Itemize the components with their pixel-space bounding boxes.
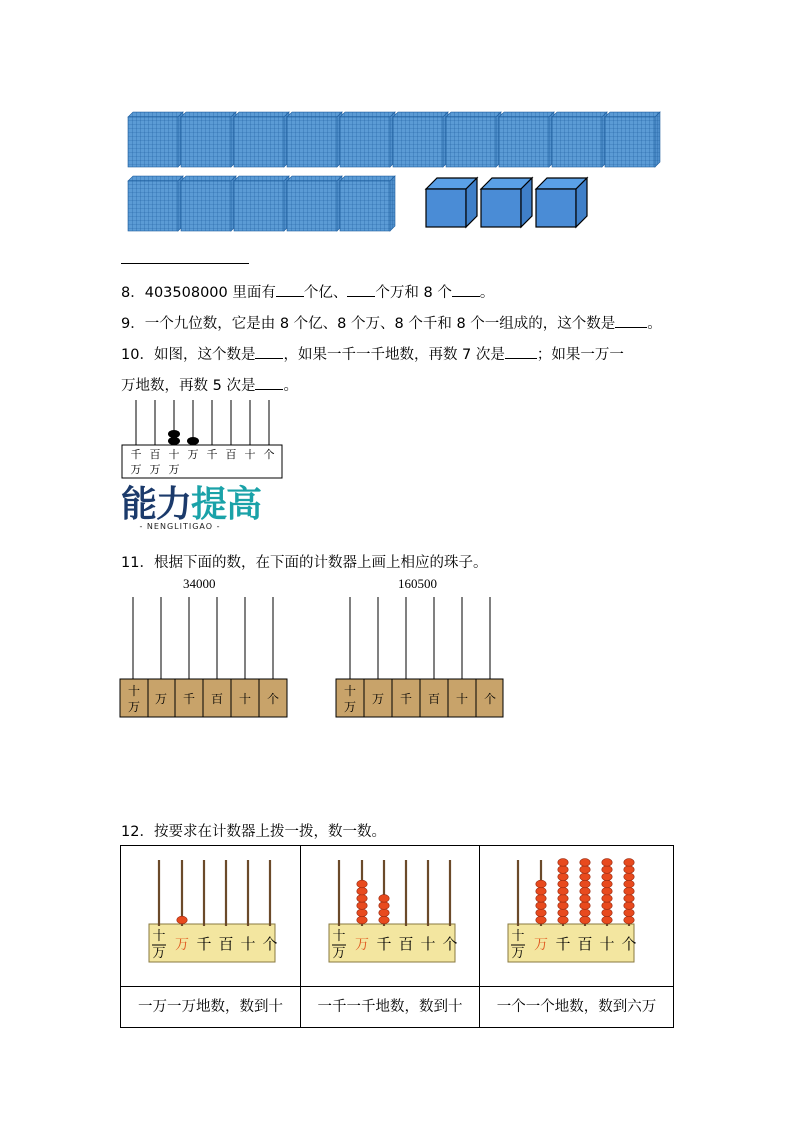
svg-text:万: 万 bbox=[343, 700, 357, 714]
q12-cell-abacus-2 bbox=[301, 846, 480, 987]
q12-label: 十 bbox=[511, 929, 525, 944]
big-cube-icon bbox=[234, 112, 289, 167]
q12-caption-2: 一千一千地数，数到十 bbox=[301, 987, 480, 1028]
q12-label: 万 bbox=[152, 946, 166, 961]
q10-bead bbox=[187, 437, 199, 445]
q12-bead bbox=[624, 916, 634, 924]
big-cube-icon bbox=[128, 176, 183, 231]
q11-left-number: 34000 bbox=[183, 576, 216, 591]
svg-text:十: 十 bbox=[127, 684, 141, 698]
big-cube-row-1 bbox=[128, 112, 660, 167]
q12-label-box bbox=[329, 924, 458, 962]
svg-text:十: 十 bbox=[455, 692, 469, 706]
q12-cell-abacus-3 bbox=[480, 846, 674, 987]
svg-text:千: 千 bbox=[182, 692, 196, 706]
q12-bead bbox=[580, 859, 590, 867]
q9-text-suffix: 。 bbox=[647, 316, 662, 332]
q12-bead bbox=[624, 873, 634, 881]
q10-label: 十 bbox=[244, 448, 256, 461]
q12-bead bbox=[558, 866, 568, 874]
q12-bead bbox=[602, 887, 612, 895]
q12-bead bbox=[602, 880, 612, 888]
q12-abacus-3[interactable] bbox=[480, 846, 673, 982]
q12-bead bbox=[379, 902, 389, 910]
q12-label: 百 bbox=[577, 935, 593, 953]
q12-bead bbox=[379, 895, 389, 903]
q12-bead bbox=[558, 873, 568, 881]
q12-bead bbox=[624, 880, 634, 888]
q12-label: 十 bbox=[152, 929, 166, 944]
section-logo bbox=[121, 484, 271, 531]
q12-bead bbox=[357, 909, 367, 917]
q12-bead bbox=[602, 866, 612, 874]
svg-text:个: 个 bbox=[483, 692, 497, 706]
q10-text-d: 万地数，再数 5 次是 bbox=[121, 378, 256, 394]
q12-bead bbox=[536, 895, 546, 903]
q11-abacus-left[interactable] bbox=[119, 595, 291, 720]
q10-label: 百 bbox=[225, 448, 237, 461]
q8-blank-1[interactable] bbox=[276, 295, 304, 297]
q12-bead bbox=[558, 887, 568, 895]
q12-bead bbox=[602, 873, 612, 881]
question-12 bbox=[121, 820, 386, 841]
q10-bead bbox=[168, 437, 180, 445]
q8-text-mid1: 个亿、 bbox=[303, 285, 348, 301]
logo-title: 能力提高 bbox=[121, 484, 262, 525]
q12-label: 十 bbox=[599, 935, 615, 953]
small-cube-icon bbox=[536, 178, 587, 227]
q12-bead bbox=[602, 909, 612, 917]
svg-text:百: 百 bbox=[210, 692, 224, 706]
q10-abacus bbox=[118, 398, 288, 480]
question-10-line-2 bbox=[121, 374, 298, 395]
q12-bead bbox=[602, 902, 612, 910]
q12-text: 12．按要求在计数器上拨一拨，数一数。 bbox=[121, 824, 386, 840]
q10-label: 万 bbox=[149, 463, 161, 476]
q12-bead bbox=[624, 859, 634, 867]
q12-label: 万 bbox=[511, 946, 525, 961]
big-cube-icon bbox=[128, 112, 183, 167]
big-cube-icon bbox=[181, 112, 236, 167]
q10-label: 万 bbox=[130, 463, 142, 476]
q12-bead bbox=[602, 916, 612, 924]
q12-label: 万 bbox=[175, 937, 189, 953]
svg-text:万: 万 bbox=[371, 692, 385, 706]
big-cube-icon bbox=[605, 112, 660, 167]
q12-bead bbox=[602, 895, 612, 903]
q12-bead bbox=[624, 909, 634, 917]
big-cube-icon bbox=[340, 112, 395, 167]
q12-label: 万 bbox=[355, 937, 369, 953]
q12-bead bbox=[624, 866, 634, 874]
big-cube-icon bbox=[340, 176, 395, 231]
q12-label: 十 bbox=[420, 935, 436, 953]
q10-text-e: 。 bbox=[283, 378, 298, 394]
q12-bead bbox=[580, 887, 590, 895]
small-cube-icon bbox=[481, 178, 532, 227]
svg-text:个: 个 bbox=[266, 692, 280, 706]
q8-blank-2[interactable] bbox=[347, 295, 375, 297]
q12-bead bbox=[580, 916, 590, 924]
small-cube-icon bbox=[426, 178, 477, 227]
q12-caption-3: 一个一个地数，数到六万 bbox=[480, 987, 674, 1028]
q12-label: 十 bbox=[240, 935, 256, 953]
answer-line[interactable] bbox=[121, 263, 249, 264]
q12-bead bbox=[558, 895, 568, 903]
q10-label: 百 bbox=[149, 448, 161, 461]
q12-bead bbox=[536, 880, 546, 888]
q10-text-b: ，如果一千一千地数，再数 7 次是 bbox=[283, 347, 505, 363]
q12-bead bbox=[580, 895, 590, 903]
question-8 bbox=[121, 281, 494, 302]
big-cube-row-2 bbox=[128, 176, 395, 231]
q12-bead bbox=[580, 880, 590, 888]
question-9 bbox=[121, 312, 662, 333]
big-cube-icon bbox=[552, 112, 607, 167]
q12-bead bbox=[379, 916, 389, 924]
svg-text:万: 万 bbox=[127, 700, 141, 714]
question-10-line-1 bbox=[121, 343, 624, 364]
big-cube-icon bbox=[181, 176, 236, 231]
q12-label: 万 bbox=[332, 946, 346, 961]
q12-bead bbox=[536, 916, 546, 924]
q11-text: 11．根据下面的数，在下面的计数器上画上相应的珠子。 bbox=[121, 555, 488, 571]
q12-label: 千 bbox=[376, 935, 392, 953]
q12-abacus-2[interactable] bbox=[301, 846, 479, 982]
q12-label: 个 bbox=[621, 935, 637, 953]
q9-blank[interactable] bbox=[615, 326, 647, 328]
big-cube-icon bbox=[393, 112, 448, 167]
q10-blank-1[interactable] bbox=[255, 357, 283, 359]
logo-subtitle: - NENGLITIGAO - bbox=[139, 522, 221, 531]
q8-text-mid2: 个万和 8 个 bbox=[375, 285, 452, 301]
big-cube-icon bbox=[287, 112, 342, 167]
q10-blank-2[interactable] bbox=[505, 357, 537, 359]
q12-bead bbox=[558, 916, 568, 924]
q10-label: 十 bbox=[168, 448, 180, 461]
small-cubes bbox=[426, 178, 587, 227]
q10-label: 个 bbox=[263, 448, 275, 461]
q10-text-a: 10．如图，这个数是 bbox=[121, 347, 256, 363]
q10-label-box bbox=[122, 445, 282, 478]
big-cube-icon bbox=[287, 176, 342, 231]
q12-cell-abacus-1 bbox=[121, 846, 301, 987]
q8-blank-3[interactable] bbox=[452, 295, 480, 297]
q12-bead bbox=[379, 909, 389, 917]
q11-abacus-right[interactable] bbox=[335, 595, 507, 720]
q10-label: 千 bbox=[130, 448, 142, 461]
q12-bead bbox=[357, 916, 367, 924]
q12-bead bbox=[580, 902, 590, 910]
q12-label: 百 bbox=[398, 935, 414, 953]
q10-label: 千 bbox=[206, 448, 218, 461]
q12-label: 千 bbox=[196, 935, 212, 953]
q12-bead bbox=[580, 866, 590, 874]
q8-text-prefix: 8．403508000 里面有 bbox=[121, 285, 276, 301]
q11-right-number: 160500 bbox=[398, 576, 437, 591]
cubes-figure bbox=[125, 108, 665, 233]
q12-label: 个 bbox=[442, 935, 458, 953]
q12-bead bbox=[602, 859, 612, 867]
q12-bead bbox=[536, 909, 546, 917]
big-cube-icon bbox=[234, 176, 289, 231]
q12-table bbox=[120, 845, 674, 1028]
q12-bead bbox=[558, 880, 568, 888]
q12-caption-1: 一万一万地数，数到十 bbox=[121, 987, 301, 1028]
q12-bead bbox=[357, 880, 367, 888]
svg-text:十: 十 bbox=[238, 692, 252, 706]
q10-bead bbox=[168, 430, 180, 438]
q12-bead bbox=[580, 909, 590, 917]
q12-bead bbox=[357, 887, 367, 895]
q12-abacus-1[interactable] bbox=[121, 846, 300, 982]
q12-bead bbox=[536, 902, 546, 910]
big-cube-icon bbox=[499, 112, 554, 167]
q12-bead bbox=[624, 902, 634, 910]
q9-text: 9．一个九位数，它是由 8 个亿、8 个万、8 个千和 8 个一组成的，这个数是 bbox=[121, 316, 616, 332]
q8-text-suffix: 。 bbox=[479, 285, 495, 301]
q12-bead bbox=[177, 916, 187, 924]
question-11 bbox=[121, 551, 487, 572]
q10-label: 万 bbox=[168, 463, 180, 476]
svg-text:百: 百 bbox=[427, 692, 441, 706]
svg-text:十: 十 bbox=[343, 684, 357, 698]
q12-label: 百 bbox=[218, 935, 234, 953]
q12-bead bbox=[536, 887, 546, 895]
q12-label-box bbox=[508, 924, 637, 962]
q12-label: 千 bbox=[555, 935, 571, 953]
q12-bead bbox=[580, 873, 590, 881]
q10-blank-3[interactable] bbox=[255, 388, 283, 390]
q12-label: 万 bbox=[534, 937, 548, 953]
q10-text-c: ；如果一万一 bbox=[536, 347, 624, 363]
q12-bead bbox=[357, 902, 367, 910]
q12-bead bbox=[357, 895, 367, 903]
q10-label: 万 bbox=[187, 448, 199, 461]
svg-text:万: 万 bbox=[154, 692, 168, 706]
q12-bead bbox=[624, 895, 634, 903]
q12-bead bbox=[558, 859, 568, 867]
q12-bead bbox=[558, 902, 568, 910]
q12-bead bbox=[558, 909, 568, 917]
q12-label: 个 bbox=[262, 935, 278, 953]
q12-bead bbox=[624, 887, 634, 895]
big-cube-icon bbox=[446, 112, 501, 167]
q12-label: 十 bbox=[332, 929, 346, 944]
q12-label-box bbox=[149, 924, 278, 962]
svg-text:千: 千 bbox=[399, 692, 413, 706]
